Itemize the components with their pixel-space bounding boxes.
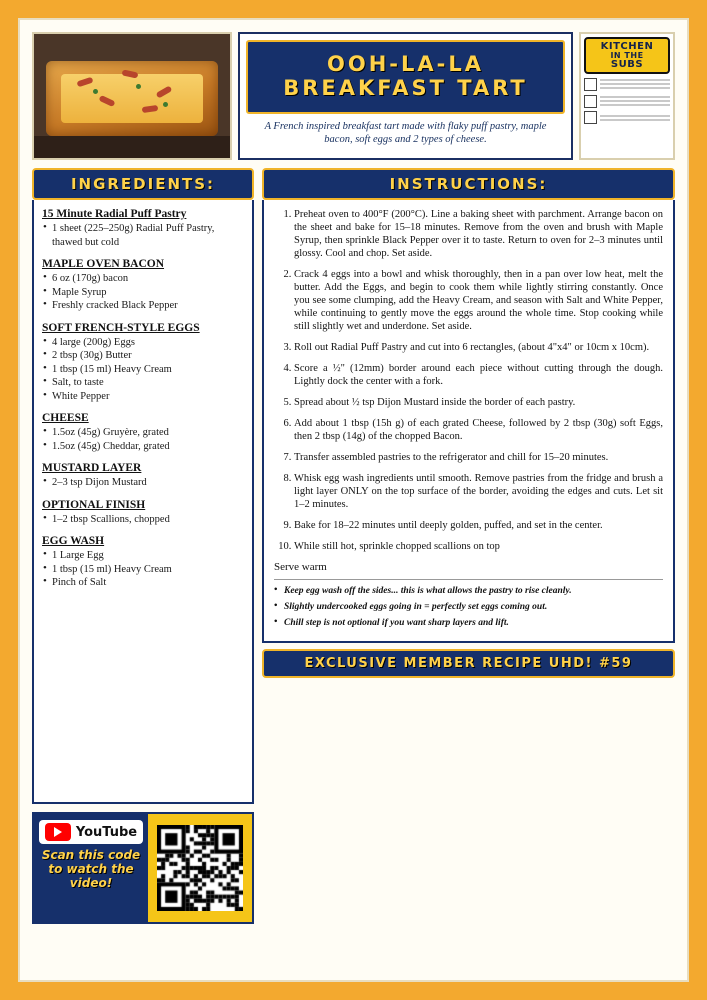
- ingredient-item: • 1 sheet (225–250g) Radial Puff Pastry, thawed but cold: [42, 222, 244, 249]
- ingredients-panel: [32, 200, 254, 804]
- youtube-label: YouTube: [75, 824, 138, 840]
- ingredient-item: • White Pepper: [42, 390, 244, 404]
- instruction-step: 8. Whisk egg wash ingredients until smooth. Remove pastries from the fridge and brush a light layer ONLY on the top surface of the border, avoiding the edges and cuts. Let sit 1–2 minutes.: [294, 472, 663, 511]
- meta-row-2: [584, 94, 670, 108]
- ingredient-group: [42, 412, 244, 453]
- ingredient-group: [42, 462, 244, 490]
- ingredient-item: • 1 Large Egg: [42, 549, 244, 563]
- instruction-step: 10. While still hot, sprinkle chopped scallions on top: [294, 540, 663, 553]
- ingredient-item: • 2–3 tsp Dijon Mustard: [42, 476, 244, 490]
- ingredient-group-title: 15 Minute Radial Puff Pastry: [42, 208, 187, 220]
- ingredient-item: • 6 oz (170g) bacon: [42, 272, 244, 286]
- instruction-step: 3. Roll out Radial Puff Pastry and cut into 6 rectangles, (about 4"x4" or 10cm x 10cm).: [294, 341, 663, 354]
- ingredient-item: • 4 large (200g) Eggs: [42, 336, 244, 350]
- recipe-title-line1: OOH-LA-LA: [327, 52, 484, 76]
- ingredient-group-title: MUSTARD LAYER: [42, 462, 142, 474]
- ingredient-item: • Freshly cracked Black Pepper: [42, 299, 244, 313]
- video-promo-box[interactable]: [32, 812, 254, 924]
- brand-logo-line3: SUBS: [610, 59, 644, 70]
- youtube-badge[interactable]: [39, 820, 143, 844]
- ingredient-group-title: OPTIONAL FINISH: [42, 498, 146, 511]
- ingredient-item: • 2 tbsp (30g) Butter: [42, 349, 244, 363]
- ingredient-item: • 1 tbsp (15 ml) Heavy Cream: [42, 363, 244, 377]
- recipe-card: [18, 18, 689, 982]
- ingredient-group: [42, 499, 244, 527]
- instructions-column: [262, 168, 675, 924]
- tip-item: • Keep egg wash off the sides... this is what allows the pastry to rise cleanly.: [274, 585, 663, 597]
- ingredient-item: • Pinch of Salt: [42, 576, 244, 590]
- meta-row-3: [584, 111, 670, 124]
- ingredient-group-title: MAPLE OVEN BACON: [42, 258, 165, 270]
- ingredient-item: • 1 tbsp (15 ml) Heavy Cream: [42, 563, 244, 577]
- meta-row-1: [584, 77, 670, 91]
- meta-lines: [600, 77, 670, 91]
- ingredients-heading: INGREDIENTS:: [32, 168, 254, 200]
- qr-small-icon: [584, 111, 597, 124]
- instruction-step: 4. Score a ½" (12mm) border around each piece without cutting through the dough. Lightly dock the center with a fork.: [294, 362, 663, 388]
- ingredient-item: • 1.5oz (45g) Gruyère, grated: [42, 426, 244, 440]
- ingredient-group: [42, 535, 244, 590]
- tip-item: • Chill step is not optional if you want sharp layers and lift.: [274, 617, 663, 629]
- brand-logo: [584, 37, 670, 74]
- instruction-step: 2. Crack 4 eggs into a bowl and whisk thoroughly, then in a pan over low heat, melt the butter. Add the Eggs, and begin to cook them while lightly stirring constantly. Once you see some clumping, add the Heavy Cream, and season with Salt and White Pepper, while continuing to gently move the eggs around the whole time. Stop cooking while still slightly wet and underdone. Set aside.: [294, 268, 663, 333]
- scan-instruction-text: Scan this code to watch the video!: [41, 848, 141, 890]
- qr-code-area[interactable]: [148, 814, 252, 922]
- video-promo-left: [34, 814, 148, 922]
- instruction-step: 7. Transfer assembled pastries to the refrigerator and chill for 15–20 minutes.: [294, 451, 663, 464]
- brand-logo-line1: KITCHEN: [600, 41, 654, 52]
- youtube-play-icon: [45, 823, 71, 841]
- ingredient-group: [42, 322, 244, 404]
- recipe-subtitle: A French inspired breakfast tart made with flaky puff pastry, maple bacon, soft eggs and 2 types of cheese.: [264, 121, 547, 145]
- recipe-title-line2: BREAKFAST TART: [283, 76, 528, 100]
- tip-item: • Slightly undercooked eggs going in = perfectly set eggs coming out.: [274, 601, 663, 613]
- ingredient-group: [42, 258, 244, 313]
- serve-note: Serve warm: [274, 561, 327, 573]
- member-recipe-banner: EXCLUSIVE MEMBER RECIPE UHD! #59: [262, 649, 675, 678]
- instruction-steps: [274, 208, 663, 553]
- ingredient-item: • 1.5oz (45g) Cheddar, grated: [42, 440, 244, 454]
- instructions-heading: INSTRUCTIONS:: [262, 168, 675, 200]
- ingredient-group-title: EGG WASH: [42, 535, 105, 547]
- ingredients-column: [32, 168, 254, 924]
- title-banner: [246, 40, 565, 114]
- ingredient-group-title: CHEESE: [42, 412, 89, 424]
- meta-lines: [600, 94, 670, 108]
- recipe-header: [32, 32, 675, 160]
- qr-code[interactable]: [157, 825, 243, 911]
- instruction-step: 5. Spread about ½ tsp Dijon Mustard inside the border of each pastry.: [294, 396, 663, 409]
- meta-lines: [600, 113, 670, 123]
- instruction-step: 9. Bake for 18–22 minutes until deeply golden, puffed, and set in the center.: [294, 519, 663, 532]
- brand-block: [579, 32, 675, 160]
- ingredient-item: • Salt, to taste: [42, 376, 244, 390]
- brand-logo-line2: IN THE: [610, 51, 644, 60]
- content-columns: [32, 168, 675, 924]
- list-icon: [584, 78, 597, 91]
- title-block: [238, 32, 573, 160]
- instruction-step: 1. Preheat oven to 400°F (200°C). Line a baking sheet with parchment. Arrange bacon on the sheet and bake for 15–18 minutes. Remove from the oven and brush with Maple Syrup, then sprinkle Black Pepper over it to taste. Return to oven for 2–3 minutes until glossy. Cool and chop. Set aside.: [294, 208, 663, 260]
- instructions-panel: [262, 200, 675, 643]
- dish-photo: [32, 32, 232, 160]
- ingredient-group: [42, 208, 244, 249]
- ingredient-group-title: SOFT FRENCH-STYLE EGGS: [42, 321, 200, 334]
- instruction-step: 6. Add about 1 tbsp (15h g) of each grated Cheese, followed by 2 tbsp (30g) soft Eggs, then 2 tbsp (14g) of the chopped Bacon.: [294, 417, 663, 443]
- ingredient-item: • 1–2 tbsp Scallions, chopped: [42, 513, 244, 527]
- tips-list: [274, 579, 663, 629]
- ingredient-item: • Maple Syrup: [42, 286, 244, 300]
- grid-icon: [584, 95, 597, 108]
